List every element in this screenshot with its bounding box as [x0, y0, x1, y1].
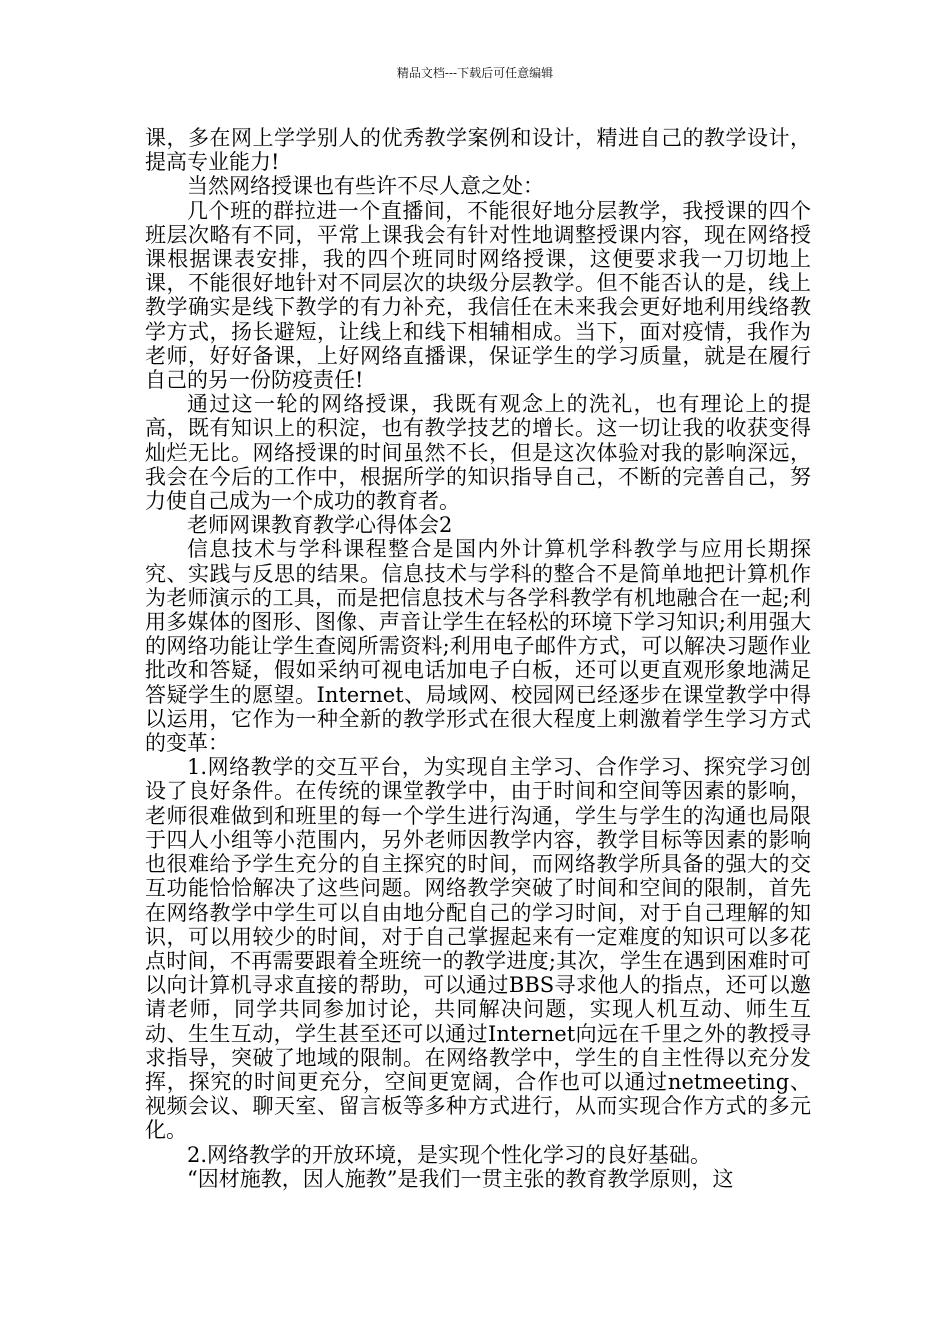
paragraph-2: 当然网络授课也有些许不尽人意之处：: [187, 174, 544, 199]
paragraph-9: “因材施教，因人施教”是我们一贯主张的教育教学原则，这: [187, 1166, 734, 1191]
document-body: [145, 126, 811, 1191]
paragraph-6: 信息技术与学科课程整合是国内外计算机学科教学与应用长期探究、实践与反思的结果。信息技术与学科的整合不是简单地把计算机作为老师演示的工具，而是把信息技术与各学科教学有机地融合在一起;利用多媒体的图形、图像、声音让学生在轻松的环境下学习知识;利用强大的网络功能让学生查阅所需资料;利用电子邮件方式，可以解决习题作业批改和答疑，假如采纳可视电话加电子白板，还可以更直观形象地满足答疑学生的愿望。Internet、局域网、校园网已经逐步在课堂教学中得以运用，它作为一种全新的教学形式在很大程度上刺激着学生学习方式的变革：: [145, 537, 811, 756]
paragraph-7: 1.网络教学的交互平台，为实现自主学习、合作学习、探究学习创设了良好条件。在传统的课堂教学中，由于时间和空间等因素的影响，老师很难做到和班里的每一个学生进行沟通，学生与学生的沟通也局限于四人小组等小范围内，另外老师因教学内容，教学目标等因素的影响也很难给予学生充分的自主探究的时间，而网络教学所具备的强大的交互功能恰恰解决了这些问题。网络教学突破了时间和空间的限制，首先在网络教学中学生可以自由地分配自己的学习时间，对于自己理解的知识，可以用较少的时间，对于自己掌握起来有一定难度的知识可以多花点时间，不再需要跟着全班统一的教学进度;其次，学生在遇到困难时可以向计算机寻求直接的帮助，可以通过BBS寻求他人的指点，还可以邀请老师，同学共同参加讨论，共同解决问题，实现人机互动、师生互动、生生互动，学生甚至还可以通过Internet向远在千里之外的教授寻求指导，突破了地域的限制。在网络教学中，学生的自主性得以充分发挥，探究的时间更充分，空间更宽阔，合作也可以通过netmeeting、视频会议、聊天室、留言板等多种方式进行，从而实现合作方式的多元化。: [145, 755, 811, 1143]
paragraph-8: 2.网络教学的开放环境，是实现个性化学习的良好基础。: [187, 1142, 712, 1167]
paragraph-3: 几个班的群拉进一个直播间，不能很好地分层教学，我授课的四个班层次略有不同，平常上课我会有针对性地调整授课内容，现在网络授课根据课表安排，我的四个班同时网络授课，这便要求我一刀切地上课，不能很好地针对不同层次的块级分层教学。但不能否认的是，线上教学确实是线下教学的有力补充，我信任在未来我会更好地利用线络教学方式，扬长避短，让线上和线下相辅相成。当下，面对疫情，我作为老师，好好备课，上好网络直播课，保证学生的学习质量，就是在履行自己的另一份防疫责任!: [145, 198, 811, 393]
page-header: 精品文档---下载后可任意编辑: [396, 66, 554, 80]
paragraph-4: 通过这一轮的网络授课，我既有观念上的洗礼，也有理论上的提高，既有知识上的积淀，也有教学技艺的增长。这一切让我的收获变得灿烂无比。网络授课的时间虽然不长，但是这次体验对我的影响深远，我会在今后的工作中，根据所学的知识指导自己，不断的完善自己，努力使自己成为一个成功的教育者。: [145, 392, 811, 514]
section-heading: 老师网课教育教学心得体会2: [187, 513, 453, 538]
paragraph-1: 课，多在网上学学别人的优秀教学案例和设计，精进自己的教学设计，提高专业能力!: [145, 126, 811, 175]
